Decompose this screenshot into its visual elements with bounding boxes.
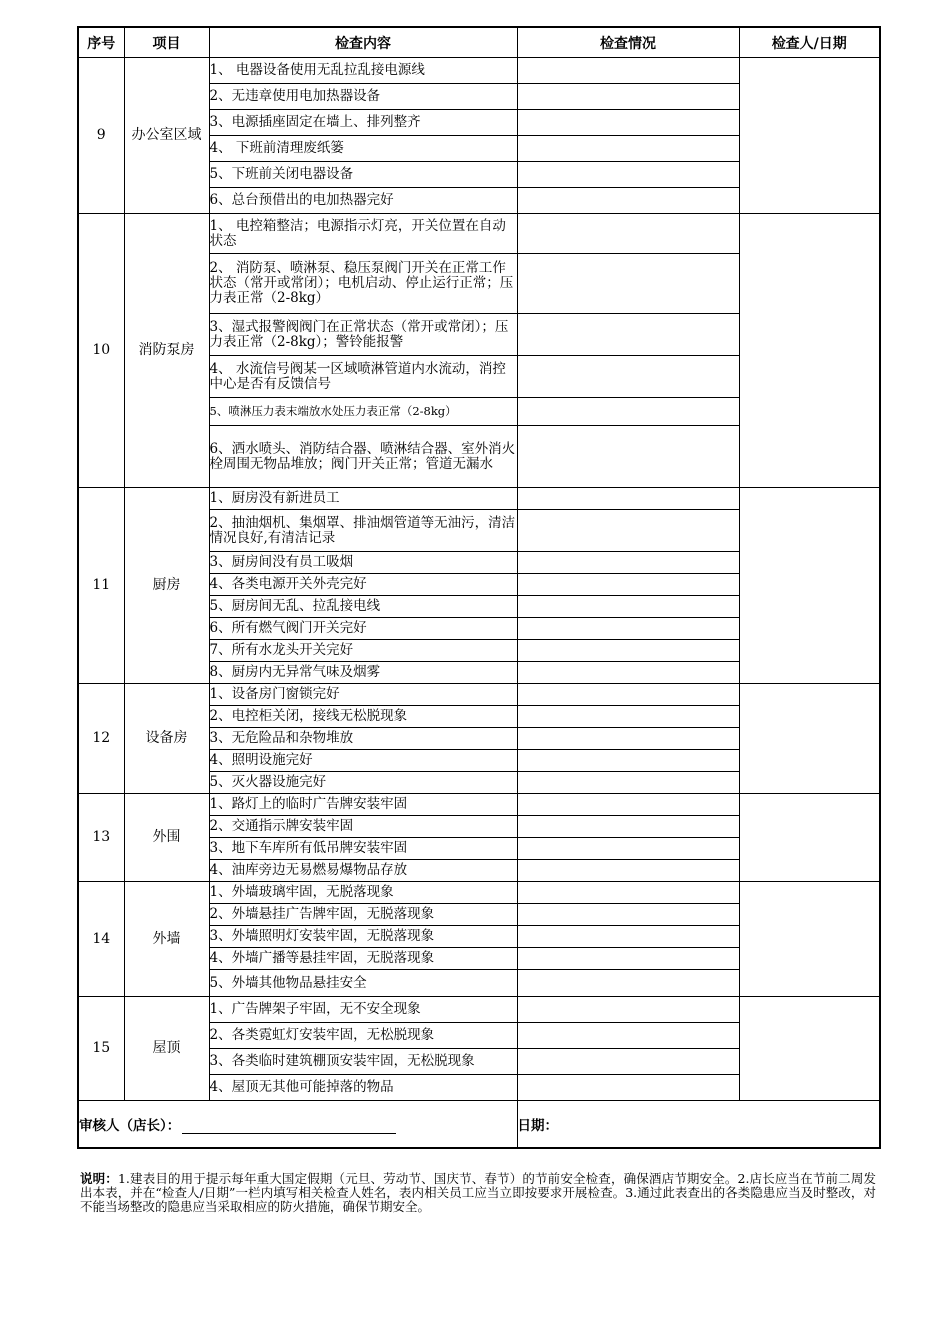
status-cell[interactable]: [517, 816, 739, 838]
status-cell[interactable]: [517, 488, 739, 510]
status-cell[interactable]: [517, 84, 739, 110]
status-cell[interactable]: [517, 794, 739, 816]
check-item: 8、厨房内无异常气味及烟雾: [209, 662, 517, 684]
check-item: 4、油库旁边无易燃易爆物品存放: [209, 860, 517, 882]
status-cell[interactable]: [517, 706, 739, 728]
safety-inspection-table: [77, 26, 881, 1149]
check-item: 1、设备房门窗锁完好: [209, 684, 517, 706]
header-status: 检查情况: [517, 27, 739, 58]
header-no: 序号: [78, 27, 124, 58]
check-item: 2、外墙悬挂广告牌牢固，无脱落现象: [209, 904, 517, 926]
signature-row: [78, 1101, 880, 1149]
status-cell[interactable]: [517, 398, 739, 426]
inspector-cell[interactable]: [739, 214, 880, 488]
check-item: 2、 消防泵、喷淋泵、稳压泵阀门开关在正常工作状态（常开或常闭）；电机启动、停止运行正常；压力表正常（2-8kg）: [209, 254, 517, 314]
check-item: 5、喷淋压力表末端放水处压力表正常（2-8kg）: [209, 398, 517, 426]
status-cell[interactable]: [517, 574, 739, 596]
table-row: [78, 684, 880, 706]
check-item: 1、外墙玻璃牢固，无脱落现象: [209, 882, 517, 904]
status-cell[interactable]: [517, 1023, 739, 1049]
check-item: 3、湿式报警阀阀门在正常状态（常开或常闭）；压力表正常（2-8kg）；警铃能报警: [209, 314, 517, 356]
check-item: 4、外墙广播等悬挂牢固，无脱落现象: [209, 948, 517, 970]
table-row: [78, 794, 880, 816]
check-item: 6、总台预借出的电加热器完好: [209, 188, 517, 214]
check-item: 2、无违章使用电加热器设备: [209, 84, 517, 110]
check-item: 3、无危险品和杂物堆放: [209, 728, 517, 750]
status-cell[interactable]: [517, 110, 739, 136]
section-number: 12: [78, 684, 124, 794]
check-item: 1、 电器设备使用无乱拉乱接电源线: [209, 58, 517, 84]
section-number: 9: [78, 58, 124, 214]
status-cell[interactable]: [517, 860, 739, 882]
status-cell[interactable]: [517, 214, 739, 254]
check-item: 6、所有燃气阀门开关完好: [209, 618, 517, 640]
check-item: 5、厨房间无乱、拉乱接电线: [209, 596, 517, 618]
check-item: 7、所有水龙头开关完好: [209, 640, 517, 662]
check-item: 1、 电控箱整洁；电源指示灯亮，开关位置在自动状态: [209, 214, 517, 254]
inspector-cell[interactable]: [739, 794, 880, 882]
status-cell[interactable]: [517, 552, 739, 574]
check-item: 4、照明设施完好: [209, 750, 517, 772]
inspector-cell[interactable]: [739, 882, 880, 997]
status-cell[interactable]: [517, 188, 739, 214]
reviewer-signature-line[interactable]: [182, 1119, 396, 1134]
reviewer-label: 审核人（店长）：: [79, 1118, 181, 1134]
status-cell[interactable]: [517, 948, 739, 970]
inspector-cell[interactable]: [739, 488, 880, 684]
check-item: 4、各类电源开关外壳完好: [209, 574, 517, 596]
section-area: 办公室区域: [124, 58, 209, 214]
status-cell[interactable]: [517, 997, 739, 1023]
table-row: [78, 214, 880, 254]
section-area: 设备房: [124, 684, 209, 794]
check-item: 3、电源插座固定在墙上、排列整齐: [209, 110, 517, 136]
status-cell[interactable]: [517, 426, 739, 488]
reviewer-cell: [78, 1101, 517, 1149]
check-item: 2、电控柜关闭，接线无松脱现象: [209, 706, 517, 728]
check-item: 3、各类临时建筑棚顶安装牢固，无松脱现象: [209, 1049, 517, 1075]
check-item: 6、洒水喷头、消防结合器、喷淋结合器、室外消火栓周围无物品堆放；阀门开关正常；管道无漏水: [209, 426, 517, 488]
inspector-cell[interactable]: [739, 684, 880, 794]
inspector-cell[interactable]: [739, 997, 880, 1101]
check-item: 5、下班前关闭电器设备: [209, 162, 517, 188]
status-cell[interactable]: [517, 254, 739, 314]
section-number: 10: [78, 214, 124, 488]
status-cell[interactable]: [517, 1049, 739, 1075]
table-row: [78, 488, 880, 510]
table-body: [78, 58, 880, 1149]
check-item: 3、厨房间没有员工吸烟: [209, 552, 517, 574]
check-item: 4、屋顶无其他可能掉落的物品: [209, 1075, 517, 1101]
date-label: 日期：: [517, 1118, 558, 1134]
section-number: 15: [78, 997, 124, 1101]
status-cell[interactable]: [517, 314, 739, 356]
section-number: 14: [78, 882, 124, 997]
header-row: [78, 27, 880, 58]
status-cell[interactable]: [517, 882, 739, 904]
check-item: 1、路灯上的临时广告牌安装牢固: [209, 794, 517, 816]
check-item: 4、 水流信号阀某一区域喷淋管道内水流动，消控中心是否有反馈信号: [209, 356, 517, 398]
status-cell[interactable]: [517, 1075, 739, 1101]
date-cell[interactable]: [517, 1101, 880, 1149]
check-item: 5、外墙其他物品悬挂安全: [209, 970, 517, 997]
status-cell[interactable]: [517, 596, 739, 618]
header-inspector: 检查人/日期: [739, 27, 880, 58]
note-text: 1.建表目的用于提示每年重大国定假期（元旦、劳动节、国庆节、春节）的节前安全检查，确保酒店节期安全。2.店长应当在节前二周发出本表，并在“检查人/日期”一栏内填写相关检查人姓名，表内相关员工应当立即按要求开展检查。3.通过此表查出的各类隐患应当及时整改，对不能当场整改的隐患应当采取相应的防火措施，确保节期安全。: [80, 1171, 876, 1214]
status-cell[interactable]: [517, 162, 739, 188]
section-area: 屋顶: [124, 997, 209, 1101]
inspector-cell[interactable]: [739, 58, 880, 214]
check-item: 2、各类霓虹灯安装牢固，无松脱现象: [209, 1023, 517, 1049]
section-area: 外墙: [124, 882, 209, 997]
check-item: 1、厨房没有新进员工: [209, 488, 517, 510]
header-item: 项目: [124, 27, 209, 58]
status-cell[interactable]: [517, 772, 739, 794]
explanation-note: [80, 1172, 876, 1214]
status-cell[interactable]: [517, 136, 739, 162]
note-label: 说明：: [80, 1171, 118, 1186]
section-area: 消防泵房: [124, 214, 209, 488]
status-cell[interactable]: [517, 662, 739, 684]
table-row: [78, 882, 880, 904]
status-cell[interactable]: [517, 684, 739, 706]
status-cell[interactable]: [517, 728, 739, 750]
status-cell[interactable]: [517, 750, 739, 772]
check-item: 1、广告牌架子牢固，无不安全现象: [209, 997, 517, 1023]
check-item: 5、灭火器设施完好: [209, 772, 517, 794]
status-cell[interactable]: [517, 904, 739, 926]
status-cell[interactable]: [517, 618, 739, 640]
status-cell[interactable]: [517, 356, 739, 398]
section-area: 厨房: [124, 488, 209, 684]
section-area: 外围: [124, 794, 209, 882]
check-item: 2、交通指示牌安装牢固: [209, 816, 517, 838]
check-item: 2、抽油烟机、集烟罩、排油烟管道等无油污，清洁情况良好,有清洁记录: [209, 510, 517, 552]
table-row: [78, 58, 880, 84]
status-cell[interactable]: [517, 640, 739, 662]
status-cell[interactable]: [517, 58, 739, 84]
table-row: [78, 997, 880, 1023]
section-number: 13: [78, 794, 124, 882]
status-cell[interactable]: [517, 510, 739, 552]
status-cell[interactable]: [517, 838, 739, 860]
check-item: 4、 下班前清理废纸篓: [209, 136, 517, 162]
status-cell[interactable]: [517, 970, 739, 997]
check-item: 3、地下车库所有低吊牌安装牢固: [209, 838, 517, 860]
header-content: 检查内容: [209, 27, 517, 58]
check-item: 3、外墙照明灯安装牢固，无脱落现象: [209, 926, 517, 948]
status-cell[interactable]: [517, 926, 739, 948]
section-number: 11: [78, 488, 124, 684]
